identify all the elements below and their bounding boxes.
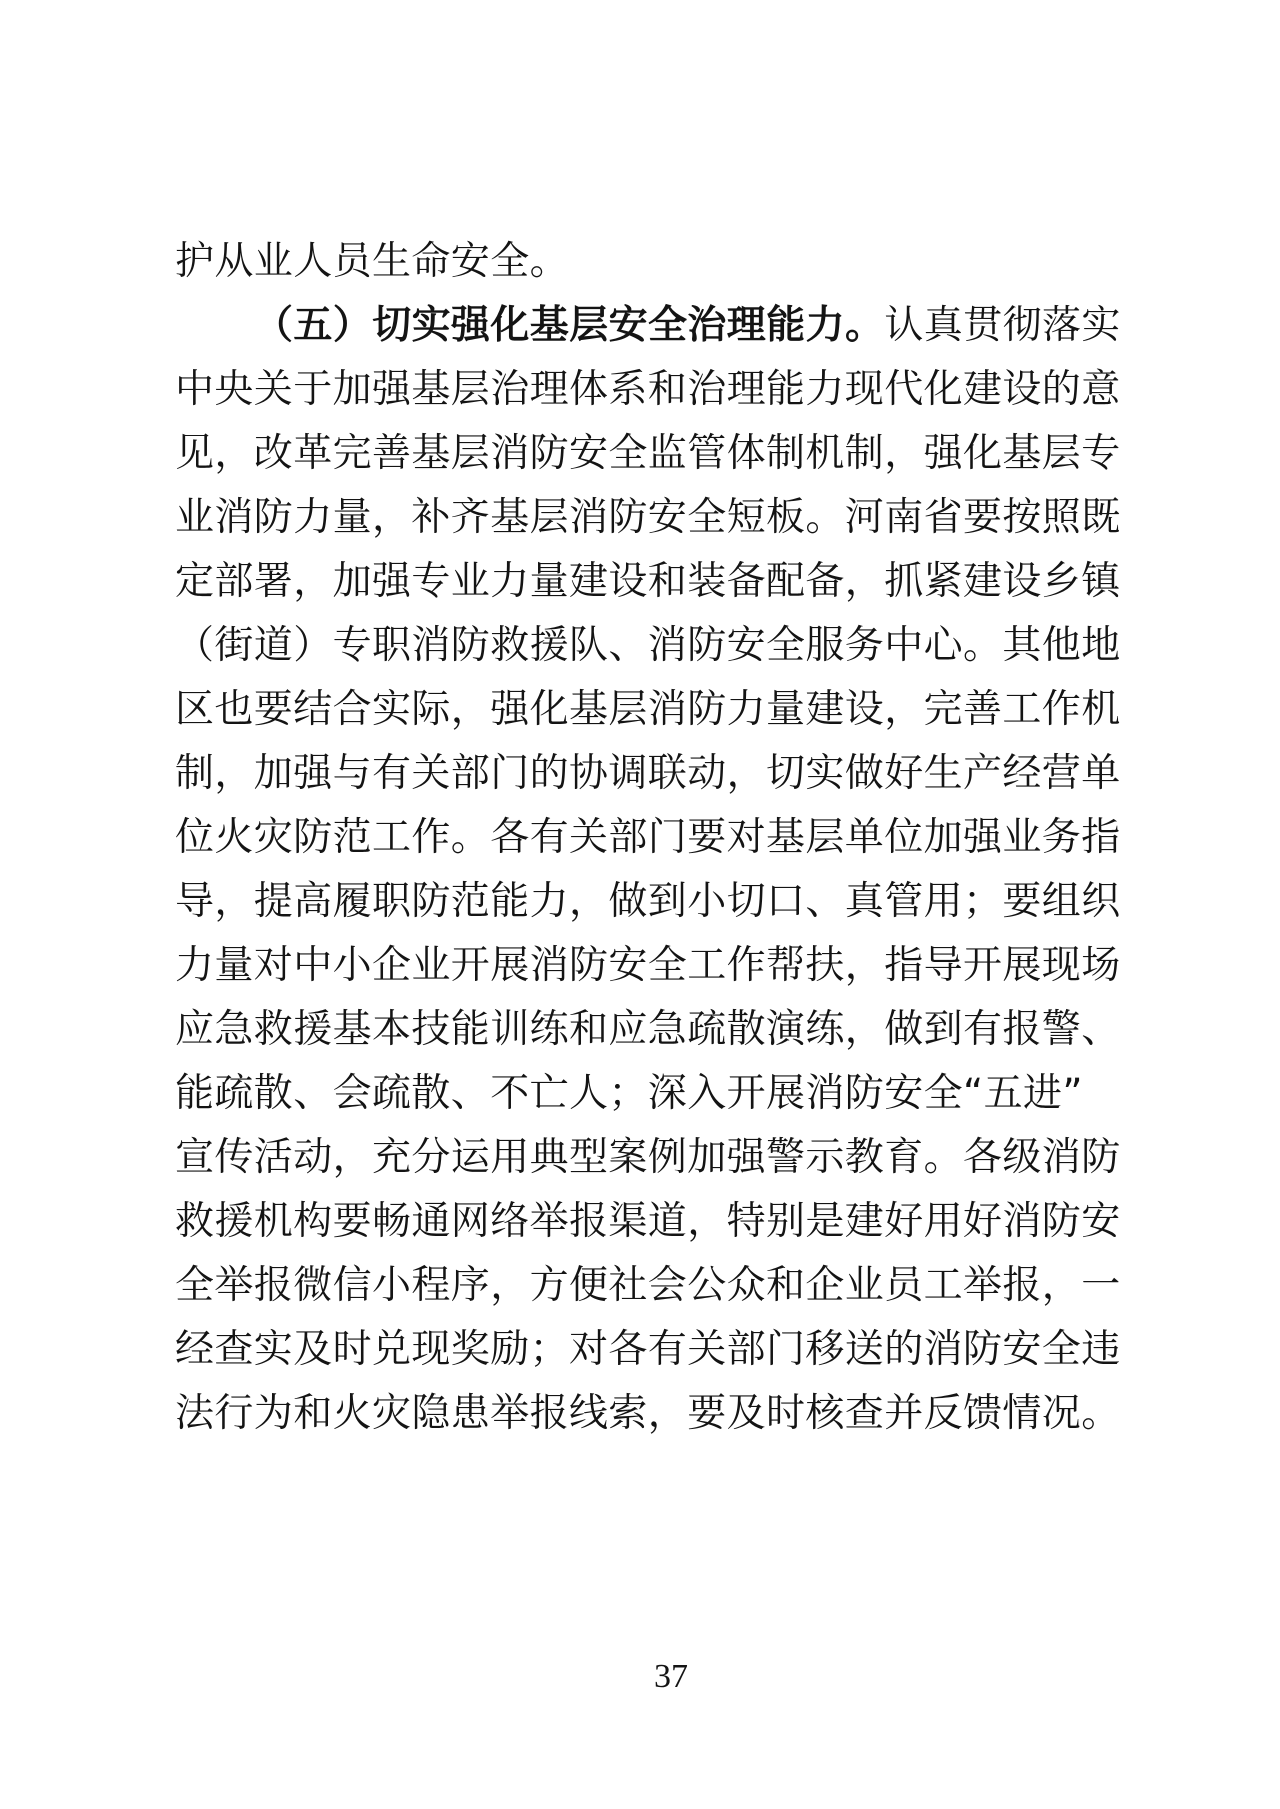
text-line — [175, 1382, 1121, 1446]
text-line — [175, 1318, 1121, 1382]
body-text: 能疏散、会疏散、不亡人；深入开展消防安全“五进” — [175, 1071, 1084, 1116]
text-line — [175, 550, 1121, 614]
body-text: （街道）专职消防救援队、消防安全服务中心。其他地 — [175, 623, 1121, 668]
body-text: 位火灾防范工作。各有关部门要对基层单位加强业务指 — [175, 815, 1121, 860]
page-number: 37 — [654, 1658, 688, 1695]
body-text: 法行为和火灾隐患举报线索，要及时核查并反馈情况。 — [175, 1391, 1121, 1436]
body-text: 全举报微信小程序，方便社会公众和企业员工举报，一 — [175, 1263, 1121, 1308]
body-text: 认真贯彻落实 — [884, 303, 1121, 348]
text-line — [175, 1126, 1121, 1190]
body-text: 经查实及时兑现奖励；对各有关部门移送的消防安全违 — [175, 1327, 1121, 1372]
text-line — [175, 358, 1121, 422]
text-line — [175, 870, 1121, 934]
body-text: 应急救援基本技能训练和应急疏散演练，做到有报警、 — [175, 1007, 1121, 1052]
section-heading-text: （五）切实强化基层安全治理能力。 — [254, 303, 885, 348]
text-line — [175, 1062, 1121, 1126]
body-text: 中央关于加强基层治理体系和治理能力现代化建设的意 — [175, 367, 1121, 412]
text-line — [175, 806, 1121, 870]
body-text: 业消防力量，补齐基层消防安全短板。河南省要按照既 — [175, 495, 1121, 540]
body-text: 宣传活动，充分运用典型案例加强警示教育。各级消防 — [175, 1135, 1121, 1180]
body-text: 力量对中小企业开展消防安全工作帮扶，指导开展现场 — [175, 943, 1121, 988]
text-line — [175, 742, 1121, 806]
text-line — [175, 998, 1121, 1062]
text-line — [175, 422, 1121, 486]
text-line — [175, 486, 1121, 550]
text-line — [175, 294, 1121, 358]
text-line — [175, 230, 1121, 294]
text-line — [175, 678, 1121, 742]
body-text: 制，加强与有关部门的协调联动，切实做好生产经营单 — [175, 751, 1121, 796]
text-line — [175, 934, 1121, 998]
body-text: 定部署，加强专业力量建设和装备配备，抓紧建设乡镇 — [175, 559, 1121, 604]
text-line — [175, 614, 1121, 678]
document-body — [175, 230, 1121, 1446]
body-text: 救援机构要畅通网络举报渠道，特别是建好用好消防安 — [175, 1199, 1121, 1244]
text-line — [175, 1254, 1121, 1318]
body-text: 导，提高履职防范能力，做到小切口、真管用；要组织 — [175, 879, 1121, 924]
text-line — [175, 1190, 1121, 1254]
body-text: 护从业人员生命安全。 — [175, 239, 570, 284]
body-text: 区也要结合实际，强化基层消防力量建设，完善工作机 — [175, 687, 1121, 732]
body-text: 见，改革完善基层消防安全监管体制机制，强化基层专 — [175, 431, 1121, 476]
